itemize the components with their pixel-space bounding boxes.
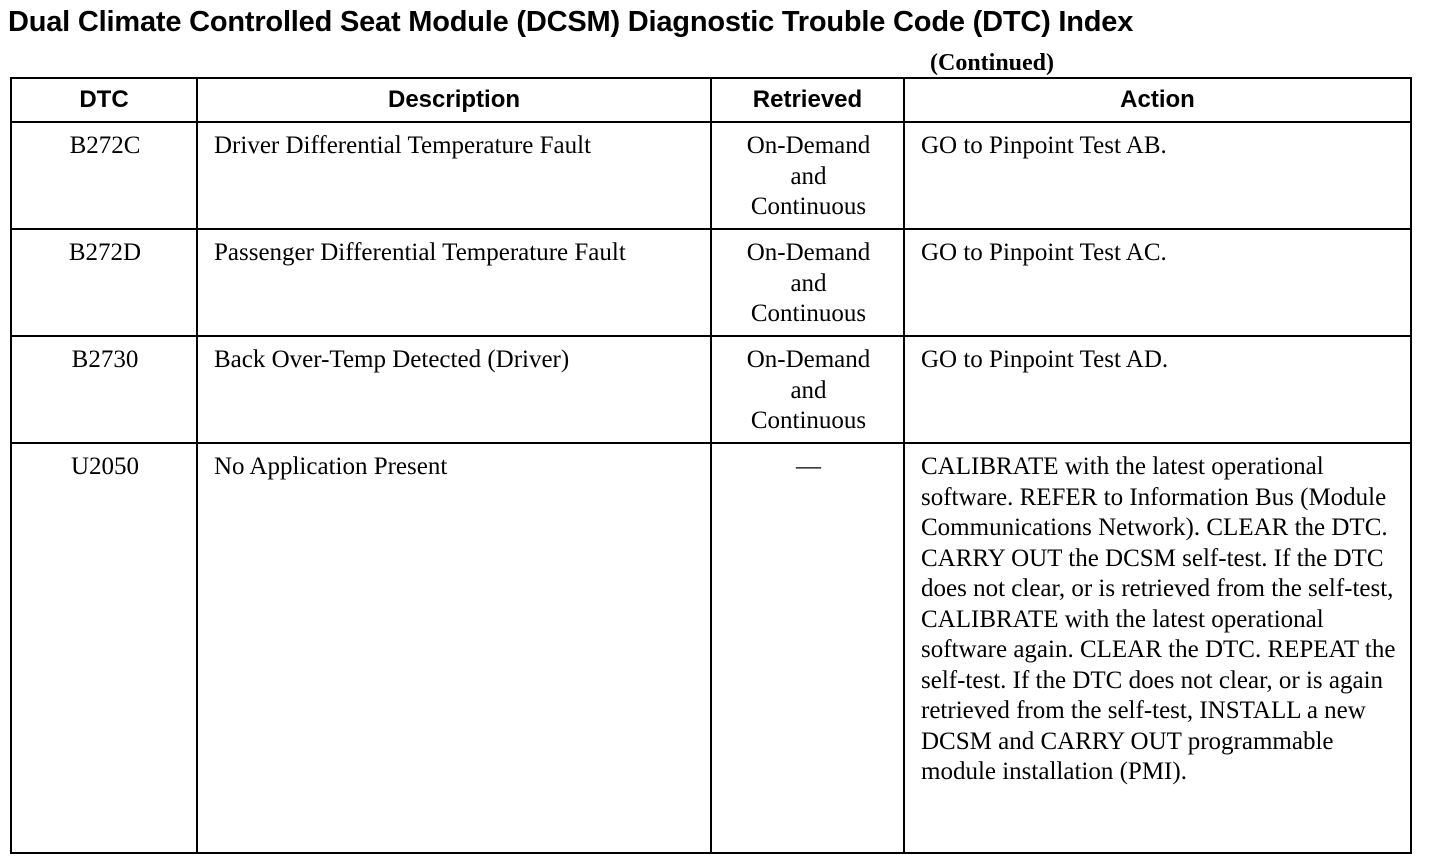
- retrieved-line: and: [790, 376, 827, 404]
- dtc-action: CALIBRATE with the latest operational software. REFER to Information Bus (Module Communications Network). CLEAR the DTC. CARRY OUT the DCSM self-test. If the DTC does not clear, or is retrieved from the self-test, CALIBRATE with the latest operational software again. CLEAR the DTC. REPEAT the self-test. If the DTC does not clear, or is again retrieved from the self-test, INSTALL a new DCSM and CARRY OUT programmable module installation (PMI).: [904, 443, 1411, 853]
- dtc-description: No Application Present: [197, 443, 711, 853]
- table-header-row: [11, 78, 1411, 122]
- retrieved-line: On-Demand: [746, 239, 871, 266]
- retrieved-line: —: [796, 453, 821, 480]
- retrieved-line: and: [790, 162, 827, 190]
- page-title: Dual Climate Controlled Seat Module (DCSM) Diagnostic Trouble Code (DTC) Index: [8, 6, 1134, 38]
- retrieved-line: Continuous: [750, 407, 867, 434]
- dtc-description: Passenger Differential Temperature Fault: [197, 229, 711, 336]
- dtc-retrieved: [711, 336, 904, 443]
- dtc-retrieved: [711, 229, 904, 336]
- dtc-action: GO to Pinpoint Test AB.: [904, 122, 1411, 229]
- dtc-code: B2730: [11, 336, 197, 443]
- retrieved-line: and: [790, 269, 827, 297]
- dtc-action: GO to Pinpoint Test AD.: [904, 336, 1411, 443]
- header-action: Action: [904, 78, 1411, 122]
- header-retrieved: Retrieved: [711, 78, 904, 122]
- dtc-description: Back Over-Temp Detected (Driver): [197, 336, 711, 443]
- dtc-index-table: [10, 77, 1412, 854]
- header-dtc: DTC: [11, 78, 197, 122]
- dtc-code: B272C: [11, 122, 197, 229]
- header-description: Description: [197, 78, 711, 122]
- retrieved-line: Continuous: [750, 193, 867, 220]
- dtc-action: GO to Pinpoint Test AC.: [904, 229, 1411, 336]
- table-row: [11, 229, 1411, 336]
- dtc-code: U2050: [11, 443, 197, 853]
- retrieved-line: Continuous: [750, 300, 867, 327]
- dtc-code: B272D: [11, 229, 197, 336]
- dtc-retrieved: [711, 122, 904, 229]
- table-row: [11, 443, 1411, 853]
- table-row: [11, 122, 1411, 229]
- table-row: [11, 336, 1411, 443]
- dtc-retrieved: [711, 443, 904, 853]
- retrieved-line: On-Demand: [746, 346, 871, 373]
- dtc-description: Driver Differential Temperature Fault: [197, 122, 711, 229]
- continued-label: (Continued): [930, 50, 1055, 76]
- retrieved-line: On-Demand: [746, 132, 871, 159]
